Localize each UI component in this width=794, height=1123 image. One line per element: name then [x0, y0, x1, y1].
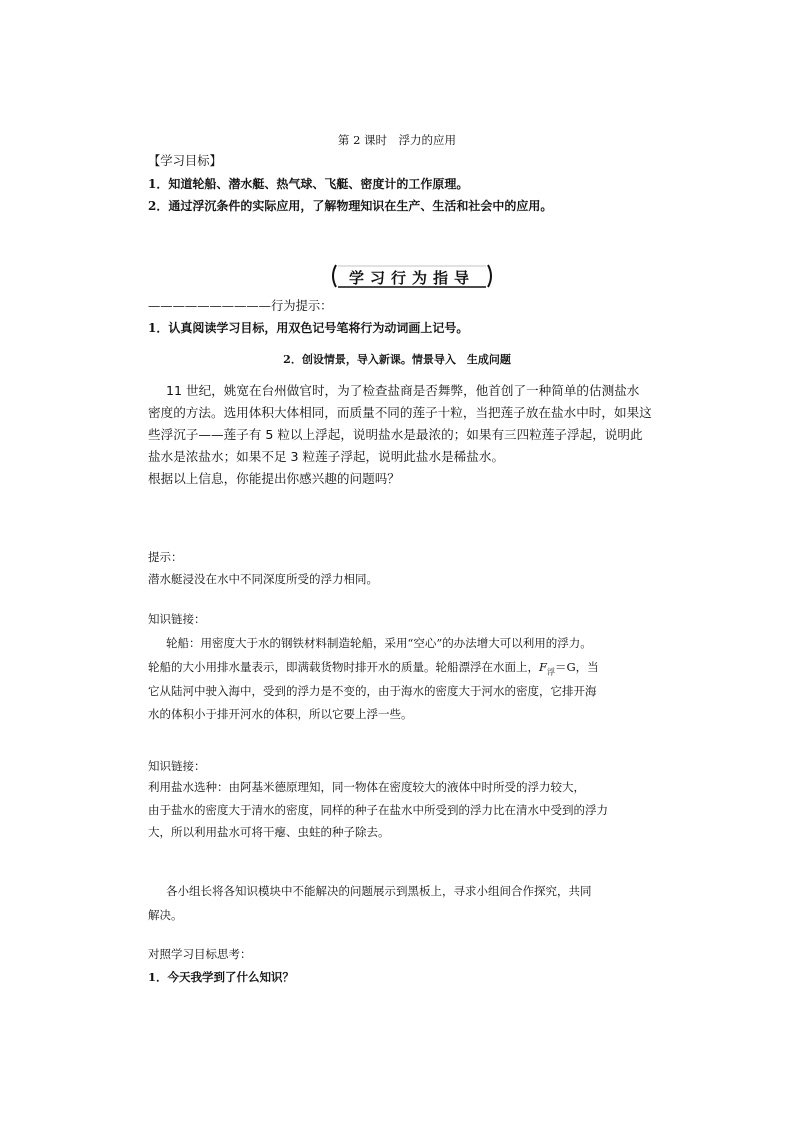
objective-item-1: 1．知道轮船、潜水艇、热气球、飞艇、密度计的工作原理。	[148, 177, 469, 191]
group-task-line-2: 解决。	[148, 908, 183, 922]
banner-label: 学习行为指导	[348, 269, 475, 287]
behavior-hint: ——————————行为提示：	[148, 299, 333, 313]
link1-line-3: 它从陆河中驶入海中，受到的浮力是不变的，由于海水的密度大于河水的密度，它排开海	[148, 684, 597, 698]
story-question: 根据以上信息，你能提出你感兴趣的问题吗？	[148, 471, 400, 486]
behavior-item-1: 1．认真阅读学习目标，用双色记号笔将行为动词画上记号。	[148, 321, 469, 335]
behavior-item-2: 2．创设情景，导入新课。情景导入 生成问题	[283, 353, 511, 366]
link1-label: 知识链接：	[148, 612, 206, 626]
link1-line-2	[148, 657, 599, 682]
formula-force: F	[539, 660, 547, 674]
formula-rest: ＝G，当	[554, 660, 599, 674]
link2-line-1: 利用盐水选种：由阿基米德原理知，同一物体在密度较大的液体中时所受的浮力较大，	[148, 780, 585, 794]
story-line-4: 盐水是浓盐水；如果不足 3 粒莲子浮起，说明此盐水是稀盐水。	[148, 449, 505, 464]
section-banner	[330, 263, 494, 289]
reflection-label: 对照学习目标思考：	[148, 947, 252, 961]
tip-label: 提示：	[148, 550, 183, 564]
link1-line-2-text: 轮船的大小用排水量表示，即满载货物时排开水的质量。轮船漂浮在水面上，	[148, 660, 539, 674]
link2-label: 知识链接：	[148, 759, 206, 773]
link1-line-1: 轮船：用密度大于水的钢铁材料制造轮船，采用“空心”的办法增大可以利用的浮力。	[166, 636, 592, 650]
link1-line-4: 水的体积小于排开河水的体积，所以它要上浮一些。	[148, 707, 413, 721]
link2-line-3: 大，所以利用盐水可将干瘪、虫蛀的种子除去。	[148, 825, 390, 839]
reflection-item-1: 1．今天我学到了什么知识？	[148, 970, 295, 984]
group-task-line-1: 各小组长将各知识模块中不能解决的问题展示到黑板上，寻求小组间合作探究，共同	[166, 884, 592, 898]
story-line-3: 些浮沉子——莲子有 5 粒以上浮起，说明盐水是最浓的；如果有三四粒莲子浮起，说明此	[148, 427, 643, 442]
story-line-1: 11 世纪，姚宽在台州做官时，为了检查盐商是否舞弊，他首创了一种简单的估测盐水	[166, 383, 640, 398]
link2-line-2: 由于盐水的密度大于清水的密度，同样的种子在盐水中所受到的浮力比在清水中受到的浮力	[148, 803, 608, 817]
formula-subscript: 浮	[546, 667, 555, 677]
lesson-title: 第 2 课时 浮力的应用	[337, 133, 457, 147]
objective-item-2: 2．通过浮沉条件的实际应用，了解物理知识在生产、生活和社会中的应用。	[148, 199, 553, 213]
objectives-heading: 【学习目标】	[148, 154, 222, 168]
tip-text: 潜水艇浸没在水中不同深度所受的浮力相同。	[148, 572, 378, 586]
story-line-2: 密度的方法。选用体积大体相同，而质量不同的莲子十粒，当把莲子放在盐水中时，如果这	[148, 405, 652, 420]
